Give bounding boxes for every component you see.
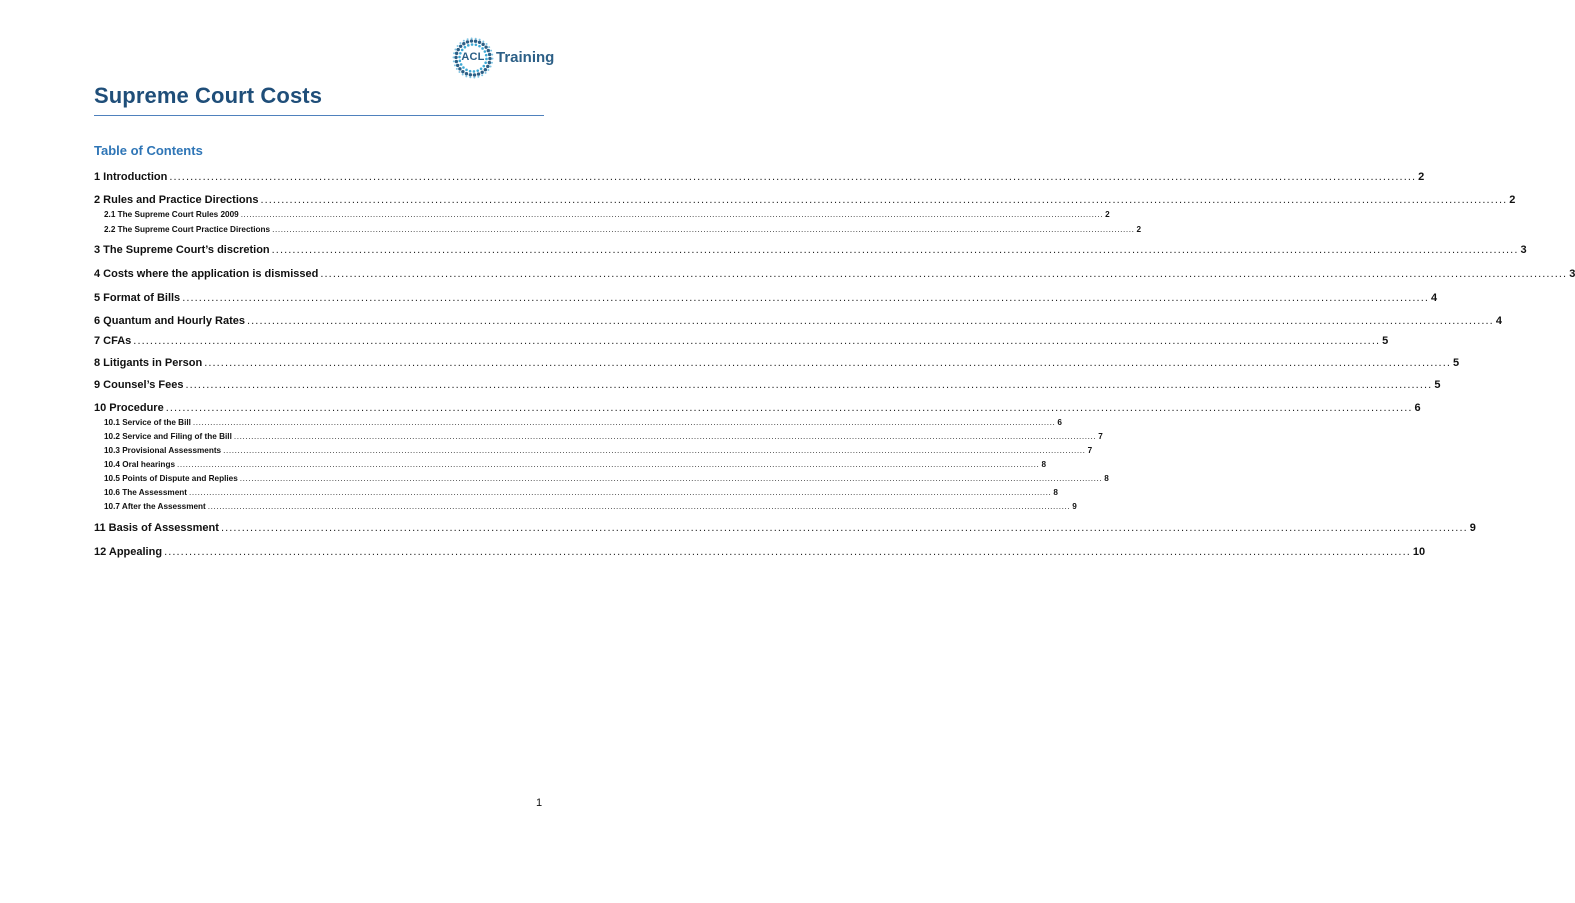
toc-entry-page: 3 bbox=[1569, 268, 1575, 280]
toc-subentry[interactable] bbox=[94, 459, 1046, 470]
toc-leader: ............................................................................................................................................................................................................................................................................................................ bbox=[271, 244, 1519, 256]
toc-entry-page: 6 bbox=[1057, 418, 1062, 427]
toc-leader: ............................................................................................................................................................................................................................................................................................................ bbox=[182, 292, 1430, 304]
toc-leader: ............................................................................................................................................................................................................................................................................................................ bbox=[239, 474, 1103, 483]
acl-training-logo bbox=[450, 38, 562, 78]
toc-leader: ............................................................................................................................................................................................................................................................................................................ bbox=[272, 225, 1135, 234]
toc-subentry[interactable] bbox=[94, 224, 1142, 235]
toc-leader: ............................................................................................................................................................................................................................................................................................................ bbox=[207, 502, 1071, 511]
toc-entry-title: 10.2 Service and Filing of the Bill bbox=[104, 432, 232, 441]
toc-entry[interactable] bbox=[94, 521, 1476, 535]
toc-entry-title: 10.3 Provisional Assessments bbox=[104, 446, 222, 455]
toc-entry-page: 3 bbox=[1520, 244, 1527, 256]
toc-subentry[interactable] bbox=[94, 487, 1058, 498]
toc-subentry[interactable] bbox=[94, 209, 1110, 220]
toc-entry-title: 3 The Supreme Court’s discretion bbox=[94, 244, 270, 256]
toc-entry-title: 10.4 Oral hearings bbox=[104, 460, 175, 469]
toc-entry-page: 7 bbox=[1087, 446, 1093, 455]
toc-entry[interactable] bbox=[94, 334, 1389, 348]
toc-entry[interactable] bbox=[94, 243, 1527, 257]
logo-acl-text: ACL bbox=[461, 51, 485, 63]
toc-leader: ............................................................................................................................................................................................................................................................................................................ bbox=[192, 418, 1056, 427]
toc-entry-title: 2 Rules and Practice Directions bbox=[94, 194, 259, 206]
toc-subentry[interactable] bbox=[94, 473, 1109, 484]
toc-leader: ............................................................................................................................................................................................................................................................................................................ bbox=[165, 402, 1413, 414]
toc-leader: ............................................................................................................................................................................................................................................................................................................ bbox=[240, 210, 1104, 219]
toc-entry-page: 2 bbox=[1105, 210, 1110, 219]
page-title: Supreme Court Costs bbox=[94, 83, 323, 108]
toc-leader: ............................................................................................................................................................................................................................................................................................................ bbox=[233, 432, 1097, 441]
toc-entry-title: 10.5 Points of Dispute and Replies bbox=[104, 474, 238, 483]
toc-subentry[interactable] bbox=[94, 417, 1062, 428]
toc-leader: ............................................................................................................................................................................................................................................................................................................ bbox=[188, 488, 1052, 497]
toc-entry-title: 10 Procedure bbox=[94, 402, 164, 414]
page-number: 1 bbox=[536, 797, 543, 809]
toc-entry[interactable] bbox=[94, 401, 1421, 415]
toc-entry-title: 10.6 The Assessment bbox=[104, 488, 187, 497]
toc-leader: ............................................................................................................................................................................................................................................................................................................ bbox=[169, 171, 1417, 183]
toc-entry-page: 8 bbox=[1104, 474, 1109, 483]
toc-entry-page: 8 bbox=[1041, 460, 1046, 469]
toc-entry[interactable] bbox=[94, 314, 1502, 328]
toc-subentry[interactable] bbox=[94, 501, 1077, 512]
toc-entry-page: 6 bbox=[1414, 402, 1421, 414]
toc-entry[interactable] bbox=[94, 267, 1575, 281]
logo-training-text: Training bbox=[496, 49, 555, 66]
toc-entry[interactable] bbox=[94, 170, 1425, 184]
toc-entry-title: 2.1 The Supreme Court Rules 2009 bbox=[104, 210, 239, 219]
toc-entry[interactable] bbox=[94, 378, 1441, 392]
toc-entry-title: 8 Litigants in Person bbox=[94, 357, 203, 369]
toc-entry-page: 2 bbox=[1509, 194, 1516, 206]
toc-subentry[interactable] bbox=[94, 431, 1103, 442]
toc-leader: ............................................................................................................................................................................................................................................................................................................ bbox=[133, 335, 1381, 347]
toc-entry-title: 4 Costs where the application is dismissed bbox=[94, 268, 319, 280]
toc-leader: ............................................................................................................................................................................................................................................................................................................ bbox=[223, 446, 1086, 455]
toc-entry-page: 4 bbox=[1495, 315, 1502, 327]
toc-leader: ............................................................................................................................................................................................................................................................................................................ bbox=[220, 522, 1468, 534]
toc-entry-title: 5 Format of Bills bbox=[94, 292, 181, 304]
toc-entry[interactable] bbox=[94, 193, 1516, 207]
toc-entry[interactable] bbox=[94, 291, 1438, 305]
toc-leader: ............................................................................................................................................................................................................................................................................................................ bbox=[246, 315, 1494, 327]
toc-entry-page: 5 bbox=[1382, 335, 1389, 347]
toc-entry-title: 12 Appealing bbox=[94, 546, 163, 558]
toc-entry-title: 10.1 Service of the Bill bbox=[104, 418, 191, 427]
toc-entry[interactable] bbox=[94, 545, 1426, 559]
title-underline bbox=[94, 115, 544, 116]
toc-leader: ............................................................................................................................................................................................................................................................................................................ bbox=[260, 194, 1508, 206]
toc-entry-page: 7 bbox=[1098, 432, 1103, 441]
toc-entry-title: 11 Basis of Assessment bbox=[94, 522, 219, 534]
toc-entry-title: 2.2 The Supreme Court Practice Directions bbox=[104, 225, 271, 234]
toc-entry-title: 1 Introduction bbox=[94, 171, 168, 183]
toc-entry-page: 10 bbox=[1412, 546, 1426, 558]
toc-entry-page: 4 bbox=[1431, 292, 1438, 304]
toc-leader: ............................................................................................................................................................................................................................................................................................................ bbox=[177, 460, 1040, 469]
toc-leader: ............................................................................................................................................................................................................................................................................................................ bbox=[320, 268, 1568, 280]
toc-leader: ............................................................................................................................................................................................................................................................................................................ bbox=[164, 546, 1411, 558]
toc-entry-page: 8 bbox=[1053, 488, 1058, 497]
toc-leader: ............................................................................................................................................................................................................................................................................................................ bbox=[204, 357, 1452, 369]
toc-entry-page: 2 bbox=[1418, 171, 1425, 183]
toc-entry-title: 6 Quantum and Hourly Rates bbox=[94, 315, 245, 327]
toc-subentry[interactable] bbox=[94, 445, 1093, 456]
toc-heading: Table of Contents bbox=[94, 143, 203, 158]
toc-entry-page: 9 bbox=[1469, 522, 1476, 534]
toc-entry-title: 10.7 After the Assessment bbox=[104, 502, 206, 511]
toc-leader: ............................................................................................................................................................................................................................................................................................................ bbox=[185, 379, 1433, 391]
toc-entry-page: 5 bbox=[1453, 357, 1460, 369]
toc-entry-title: 7 CFAs bbox=[94, 335, 132, 347]
toc-entry-page: 5 bbox=[1434, 379, 1441, 391]
toc-entry-page: 9 bbox=[1072, 502, 1077, 511]
toc-entry-title: 9 Counsel’s Fees bbox=[94, 379, 184, 391]
toc-entry-page: 2 bbox=[1136, 225, 1142, 234]
toc-entry[interactable] bbox=[94, 356, 1460, 370]
